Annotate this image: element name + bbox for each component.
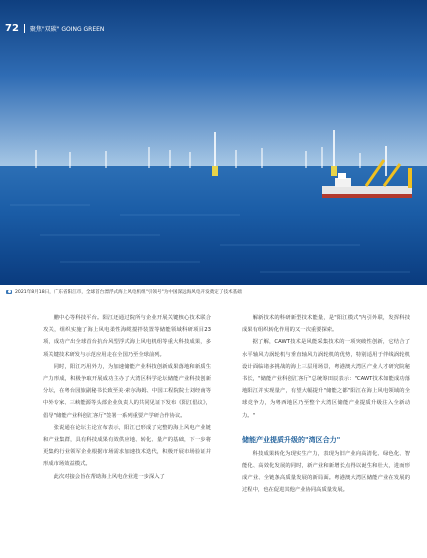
paragraph: 科技成果转化为现实生产力，表现为旧产业向高清化、绿色化、智能化、高效化发展的同时，新产业和新增长点得以诞生和壮大，进而形成产业、全链条高质量发展的新局面。粤港澳大湾区储能产业在发展的过程中，也在促进其他产业协同高质量发展。 [242,450,410,494]
photo-caption [6,289,421,295]
paragraph: 张说通在论坛主论宣布表示，阳江已形成了完整的海上风电产业链和产业集群，具有科技成果有效供应地、转化、量产的基础，下一步将更集约行业领军企业根据市场需求加速技术迭代，积极开展市场验证并形成市场效益模式。 [43,424,211,468]
article-left-column [43,312,211,483]
page-number: 72 [5,22,19,34]
section-subheading: 储能产业提质升级的"湾区合力" [242,435,341,444]
paragraph: 此次对接会旨在帮助海上风电企业进一步深入了 [53,473,165,480]
article-right-column [242,312,410,497]
page-header [0,22,104,34]
paragraph: 鹏中心等科技平台。阳江还通过院所与企业开展关键核心技术联合攻关，组织实施了海上风电柔性海缆搅拌装置等储能领域科研项目23项，成功产出全球首台抗台风型浮式海上风电机组等重大科技成果，多项关键技术研发与示范应用走在全国乃至全球前列。 [43,315,211,358]
paragraph: 据了解，CAWT技术是风能采集技术的一项突破性创新，它结合了水平轴风力涡轮机与垂直轴风力涡轮机的优势，特别适用于伴线涡轮机设计面临诸多挑战的海上三层用场景，粤港澳大湾区产业人才研究院秘书长，"储能产业科创汇客厅"总统筹田辰表示："CAWT技术如能成功落地阳江并实现量产，有望大幅提升"储能之都"阳江在海上风电领域的全球竞争力，为粤西地区乃至整个大湾区储能产业提质升级注入全新动力。" [242,339,410,419]
section-label: 聚焦"双碳" GOING GREEN [29,25,105,33]
camera-icon [6,290,12,295]
header-divider [24,24,25,33]
photo-caption-text: 2021年8月18日，广东省阳江市，全球首台漂浮式海上风电机组"引领号"为中国深远海风电开发奠定了技术基础 [15,290,242,295]
paragraph: 解新技术的科研新型技术能量，是"阳江模式"内引外联，发挥科技成果有组织转化作用的又一次重要探索。 [242,315,410,334]
paragraph: 同时，阳江巧用外力，为加速储能产业科技创新成果落地和新质生产力形成，积极争取开展成功主办了大湾区科学论坛储能产业科技创新分坛，在粤台园旅副秘书长致至美·索尔海姆、中国工程院院士刘经南等中外专家、三峡能源等头部企业负责人的共同见证下发布《阳江倡议》，倡导"储能产业科创汇客厅"签署一系列重要产学研合作协议。 [43,363,211,419]
